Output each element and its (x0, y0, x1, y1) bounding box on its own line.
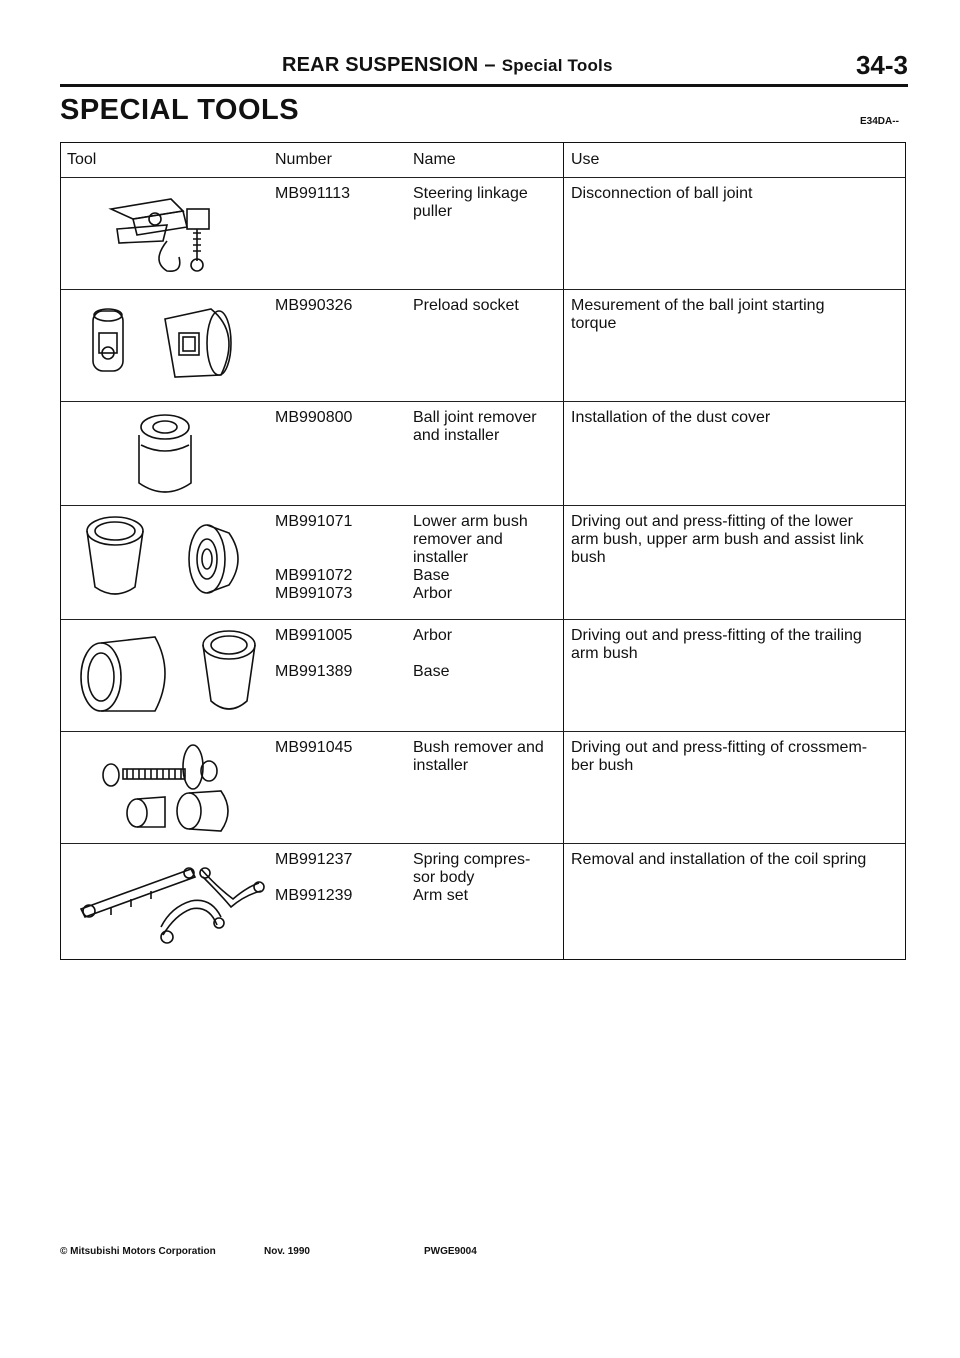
bush-remover-icon (71, 735, 271, 827)
tool-use: Mesurement of the ball joint starting (571, 297, 825, 314)
tool-name: Base (413, 663, 450, 680)
section-code: E34DA-- (860, 116, 899, 127)
tool-name: Arm set (413, 887, 469, 904)
tool-use: Disconnection of ball joint (571, 185, 753, 202)
header-title (282, 54, 613, 77)
steering-linkage-puller-icon (71, 181, 271, 273)
lower-arm-bush-tool-icon (71, 509, 271, 601)
tool-name: Ball joint remover (413, 409, 537, 426)
tool-name: Preload socket (413, 297, 519, 314)
tool-number: MB990800 (275, 409, 353, 426)
tool-name: Base (413, 567, 450, 584)
tool-number: MB991072 (275, 567, 353, 584)
tool-name: puller (413, 203, 453, 220)
header-title-dash: – (484, 54, 496, 76)
tool-number: MB991073 (275, 585, 353, 602)
special-tools-table (60, 142, 906, 960)
table-row (61, 401, 905, 505)
tool-number: MB991389 (275, 663, 353, 680)
header-title-main: REAR SUSPENSION (282, 54, 479, 76)
table-row (61, 619, 905, 731)
table-row (61, 505, 905, 619)
column-header-name: Name (413, 151, 456, 168)
table-row (61, 843, 905, 959)
table-row (61, 177, 905, 289)
table-row (61, 731, 905, 843)
page-header (60, 52, 908, 87)
preload-socket-icon (71, 293, 271, 385)
tool-use: arm bush (571, 645, 638, 662)
tool-number: MB991237 (275, 851, 353, 868)
ball-joint-remover-icon (71, 405, 271, 497)
tool-use: ber bush (571, 757, 634, 774)
tool-number: MB991071 (275, 513, 353, 530)
page-title: SPECIAL TOOLS (60, 94, 300, 126)
tool-use: Driving out and press-fitting of the lower (571, 513, 853, 530)
tool-number: MB990326 (275, 297, 353, 314)
column-header-tool: Tool (67, 151, 97, 168)
tool-name: Spring compres- (413, 851, 531, 868)
tool-name: and installer (413, 427, 500, 444)
page-number: 34-3 (855, 50, 908, 80)
footer-doc-code: PWGE9004 (424, 1246, 477, 1257)
header-title-sub: Special Tools (501, 56, 613, 75)
footer-copyright: © Mitsubishi Motors Corporation (60, 1246, 216, 1257)
footer-date: Nov. 1990 (264, 1246, 310, 1257)
spring-compressor-icon (71, 847, 271, 939)
tool-number: MB991005 (275, 627, 353, 644)
tool-name: Arbor (413, 627, 453, 644)
tool-use: torque (571, 315, 617, 332)
tool-number: MB991239 (275, 887, 353, 904)
column-header-number: Number (275, 151, 332, 168)
tool-use: bush (571, 549, 606, 566)
tool-name: remover and (413, 531, 503, 548)
tool-number: MB991045 (275, 739, 353, 756)
tool-name: Bush remover and (413, 739, 544, 756)
table-row (61, 289, 905, 401)
tool-name: Arbor (413, 585, 453, 602)
tool-number: MB991113 (275, 185, 351, 202)
tool-name: installer (413, 549, 469, 566)
tool-use: Driving out and press-fitting of the trailing (571, 627, 862, 644)
tool-use: Driving out and press-fitting of crossmem- (571, 739, 868, 756)
tool-name: Steering linkage (413, 185, 528, 202)
tool-name: Lower arm bush (413, 513, 528, 530)
tool-name: sor body (413, 869, 475, 886)
tool-use: Installation of the dust cover (571, 409, 771, 426)
tool-name: installer (413, 757, 469, 774)
tool-use: arm bush, upper arm bush and assist link (571, 531, 864, 548)
column-header-use: Use (571, 151, 600, 168)
arbor-base-icon (71, 623, 271, 715)
tool-use: Removal and installation of the coil spring (571, 851, 867, 868)
